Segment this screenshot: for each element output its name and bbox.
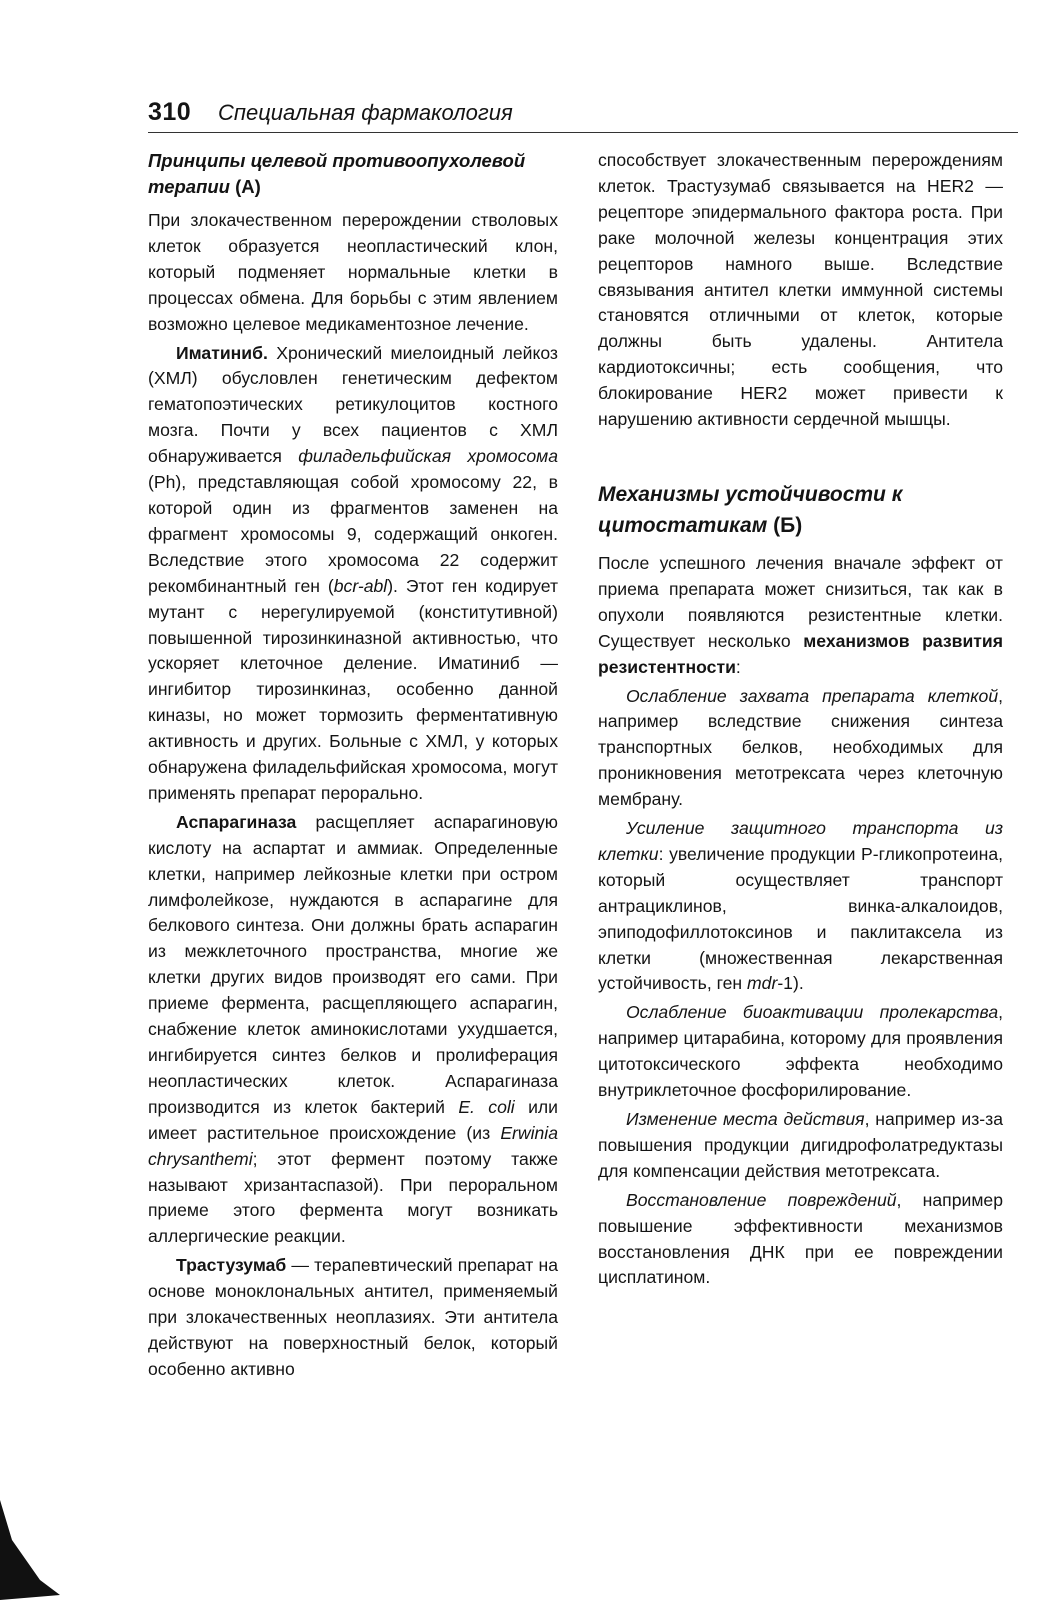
paragraph-intro: При злокачественном перерождении стволовых клеток образуется неопластический клон, который подменяет нормальные клетки в процессах обмена. Для борьбы с этим явлением возможно целевое медикаментозное лечение. xyxy=(148,210,558,334)
term-trastuzumab: Трастузумаб xyxy=(176,1255,287,1276)
paragraph-efflux xyxy=(598,816,1003,997)
text: , например вследствие снижения синтеза транспортных белков, необходимых для проникновения метотрексата через клеточную мембрану. xyxy=(598,685,1003,810)
section-heading-b-text: Механизмы устойчивости к цитостатикам xyxy=(598,482,903,537)
text: : xyxy=(735,656,741,677)
text: После успешного лечения вначале эффект от приема препарата может снизиться, так как в опухоли появляются резистентные клетки. Существует несколько xyxy=(598,552,1003,651)
text: — терапевтический препарат на основе моноклональных антител, применяемый при злокачественных неоплазиях. Эти антитела действуют на поверхностный белок, который особенно активно xyxy=(148,1255,558,1379)
term-repair: Восстановление повреждений xyxy=(626,1189,897,1210)
text: ; этот фермент поэтому также называют хризантаспазой). При пероральном приеме этого фермента могут возникать аллергические реакции. xyxy=(148,1148,558,1247)
paragraph-target-change xyxy=(598,1107,1003,1185)
running-title: Специальная фармакология xyxy=(218,100,513,125)
text: (Ph), представляющая собой хромосому 22, в которой один из фрагментов заменен на фрагмент хромосомы 9, содержащий онкоген. Вследствие этого хромосома 22 содержит рекомбинантный ген ( xyxy=(148,472,558,596)
term-e-coli: E. coli xyxy=(458,1096,515,1117)
paragraph-trastuzumab xyxy=(148,1253,558,1383)
term-philadelphia-chromosome: филадельфийская хромосома xyxy=(298,446,558,467)
section-heading-a-text: Принципы целевой противоопухолевой терапии xyxy=(148,150,526,197)
section-heading-b-tag: (Б) xyxy=(773,513,803,537)
left-column xyxy=(148,148,558,1386)
section-heading-b xyxy=(598,479,1003,541)
text: или имеет растительное происхождение (из xyxy=(148,1096,558,1143)
section-heading-a-tag: (А) xyxy=(235,176,261,197)
page-number: 310 xyxy=(148,98,192,126)
paragraph-resistance-intro xyxy=(598,551,1003,681)
paragraph-asparaginase xyxy=(148,810,558,1250)
paragraph-uptake xyxy=(598,684,1003,814)
scan-corner-mark xyxy=(0,1500,70,1600)
right-column xyxy=(598,148,1003,1294)
paragraph-bioactivation xyxy=(598,1000,1003,1104)
text: ). Этот ген кодирует мутант с нерегулируемой (конститутивной) повышенной тирозинкиназной активностью, что ускоряет клеточное деление. Иматиниб — ингибитор тирозинкиназ, особенно данной киназы, но может тормозить ферментативную активность и других. Больные с ХМЛ, у которых обнаружена филадельфийская хромосома, могут применять препарат перорально. xyxy=(148,575,558,803)
term-erwinia: Erwinia chrysanthemi xyxy=(148,1122,558,1169)
paragraph-trastuzumab-continued: способствует злокачественным перерождениям клеток. Трастузумаб связывается на HER2 — рецепторе эпидермального фактора роста. При раке молочной железы концентрация этих рецепторов намного выше. Вследствие связывания антител клетки иммунной системы становятся отличными от клеток, которые должны быть удалены. Антитела кардиотоксичны; есть сообщения, что блокирование HER2 может привести к нарушению активности сердечной мышцы. xyxy=(598,150,1003,430)
term-target-change: Изменение места действия xyxy=(626,1109,865,1129)
paragraph-imatinib xyxy=(148,341,558,807)
paragraph-repair xyxy=(598,1188,1003,1292)
text: , например цитарабина, которому для проявления цитотоксического эффекта необходимо внутриклеточное фосфорилирование. xyxy=(598,1002,1003,1101)
text: , например из-за повышения продукции дигидрофолатредуктазы для компенсации действия метотрексата. xyxy=(598,1109,1003,1181)
term-bcr-abl: bcr-abl xyxy=(333,575,388,596)
term-efflux: Усиление защитного транспорта из клетки xyxy=(598,818,1003,864)
text: Хронический миелоидный лейкоз (ХМЛ) обусловлен генетическим дефектом гематопоэтических ретикулоцитов костного мозга. Почти у всех пациентов с ХМЛ обнаруживается xyxy=(148,342,558,467)
text: , например повышение эффективности механизмов восстановления ДНК при ее повреждении цисплатином. xyxy=(598,1189,1003,1288)
term-mdr: mdr xyxy=(747,973,778,994)
header-rule xyxy=(148,132,1018,133)
section-heading-a xyxy=(148,148,558,200)
text: расщепляет аспарагиновую кислоту на аспартат и аммиак. Определенные клетки, например лейкозные клетки при остром лимфолейкозе, нуждаются в аспарагине для белкового синтеза. Они должны брать аспарагин из межклеточного пространства, многие же клетки других видов производят его сами. При приеме фермента, расщепляющего аспарагин, снабжение клеток аминокислотами ухудшается, ингибируется синтез белков и пролиферация неопластических клеток. Аспарагиназа производится из клеток бактерий xyxy=(148,811,558,1117)
term-bioactivation: Ослабление биоактивации пролекарства xyxy=(626,1002,999,1023)
term-uptake-reduction: Ослабление захвата препарата клеткой xyxy=(626,685,999,706)
term-asparaginase: Аспарагиназа xyxy=(176,811,297,832)
text: -1). xyxy=(777,973,804,994)
text: : увеличение продукции Р-гликопротеина, который осуществляет транспорт антрациклинов, винка-алкалоидов, эпиподофиллотоксинов и паклитаксела из клетки (множественная лекарственная устойчивость, ген xyxy=(598,843,1003,994)
term-resistance-mechanisms: механизмов развития резистентности xyxy=(598,630,1003,677)
term-imatinib: Иматиниб. xyxy=(176,342,268,363)
